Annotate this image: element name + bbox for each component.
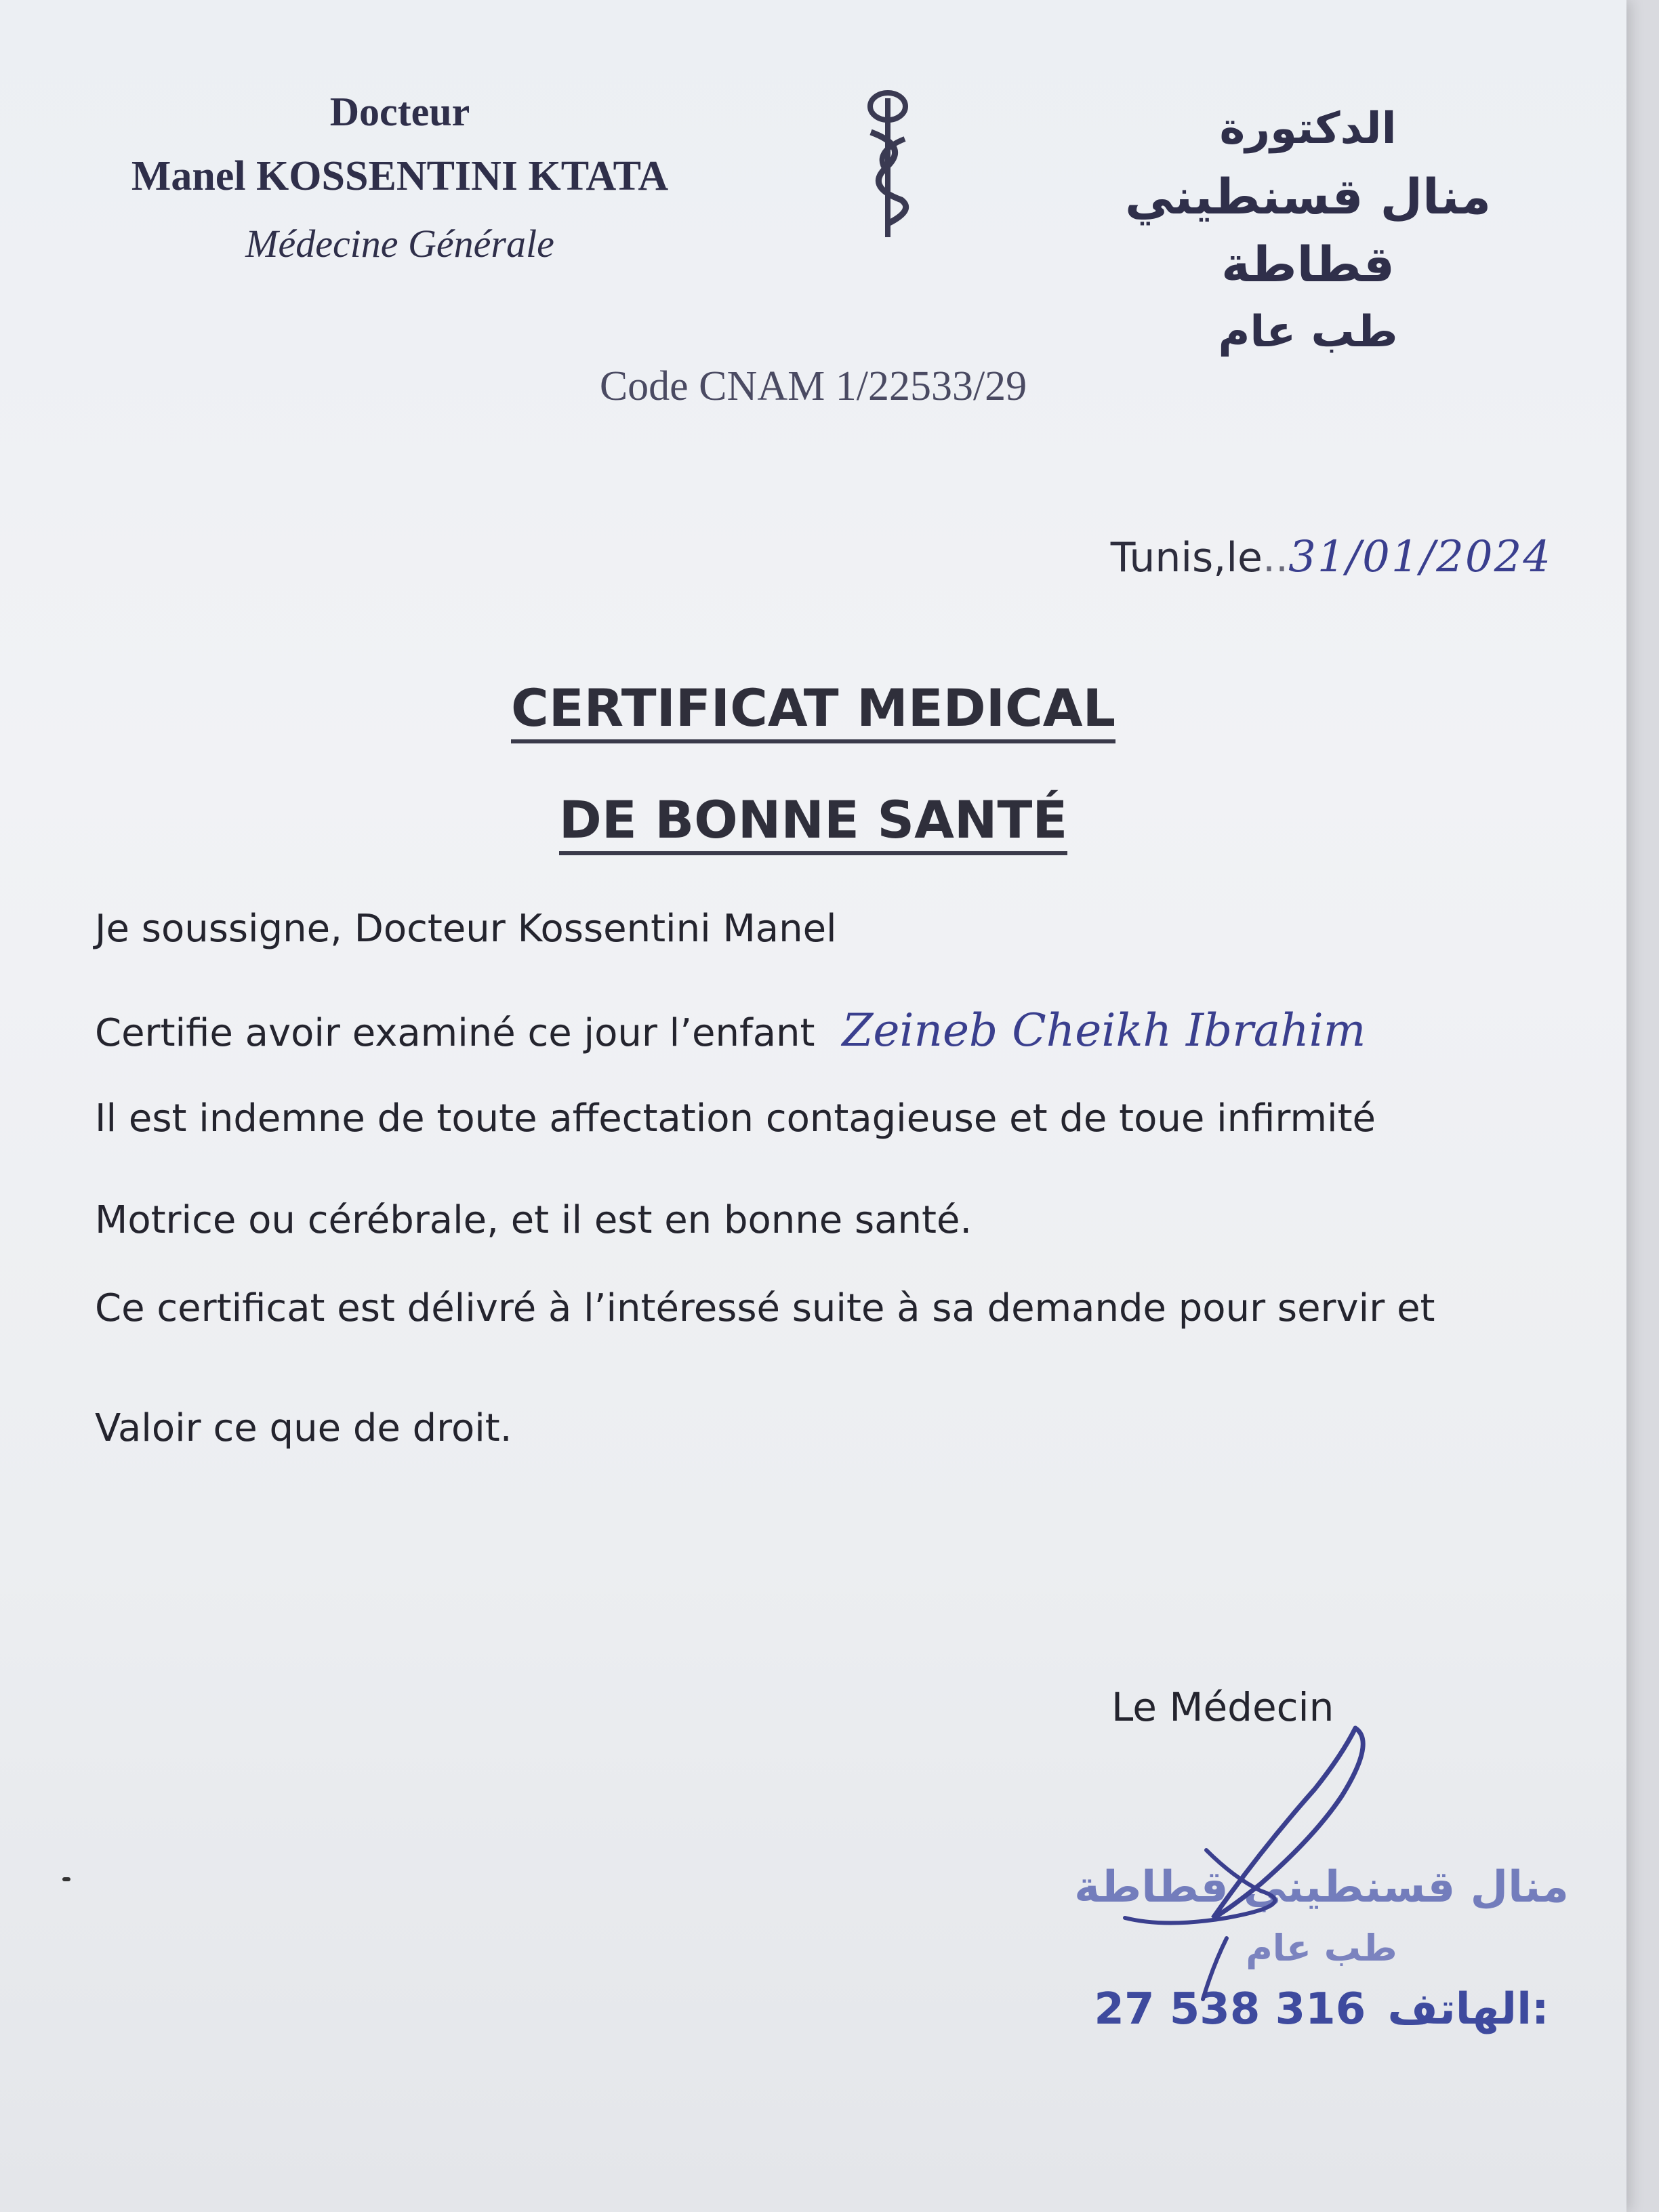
header-french bbox=[81, 81, 718, 278]
header-arabic bbox=[1057, 95, 1559, 366]
handwritten-patient-name: Zeineb Cheikh Ibrahim bbox=[842, 1004, 1366, 1057]
signature-label: Le Médecin bbox=[1111, 1684, 1334, 1730]
body-line-6: Valoir ce que de droit. bbox=[95, 1406, 512, 1450]
doctor-name-ar: منال قسنطيني قطاطة bbox=[1124, 168, 1492, 293]
document-title-line1: CERTIFICAT MEDICAL bbox=[0, 678, 1626, 738]
body-line-1: Je soussigne, Docteur Kossentini Manel bbox=[95, 907, 837, 951]
stamp-specialty: طب عام bbox=[1246, 1927, 1397, 1969]
body-line-2-text: Certifie avoir examiné ce jour l’enfant bbox=[95, 1011, 815, 1055]
body-line-5: Ce certificat est délivré à l’intéressé suite à sa demande pour servir et bbox=[95, 1286, 1435, 1330]
doctor-specialty-ar: طب عام bbox=[1218, 307, 1398, 357]
doctor-title: Docteur bbox=[329, 89, 470, 134]
body-line-2 bbox=[95, 1004, 1366, 1057]
body-line-3: Il est indemne de toute affectation contagieuse et de toue infirmité bbox=[95, 1097, 1376, 1141]
stamp-phone: 27 538 316 bbox=[1094, 1984, 1366, 2034]
date-prefix: Tunis,le bbox=[1110, 534, 1263, 581]
doctor-title-ar: الدكتورة bbox=[1219, 104, 1397, 154]
handwritten-date: 31/01/2024 bbox=[1288, 532, 1552, 582]
ink-speck bbox=[62, 1877, 70, 1881]
doctor-specialty: Médecine Générale bbox=[245, 222, 554, 266]
doctor-name: Manel KOSSENTINI KTATA bbox=[131, 153, 669, 199]
handwritten-signature bbox=[1057, 1715, 1464, 2013]
cnam-code: Code CNAM 1/22533/29 bbox=[599, 363, 1027, 409]
document-title-line2: DE BONNE SANTÉ bbox=[0, 790, 1626, 850]
stamp-phone-label: الهاتف: bbox=[1387, 1984, 1549, 2034]
stamp-name: منال قسنطيني قطاطة bbox=[1074, 1862, 1569, 1912]
caduceus-icon bbox=[851, 85, 925, 241]
date-line: Tunis,le..31/01/2024 bbox=[1110, 532, 1552, 582]
body-line-4: Motrice ou cérébrale, et il est en bonne santé. bbox=[95, 1198, 972, 1242]
